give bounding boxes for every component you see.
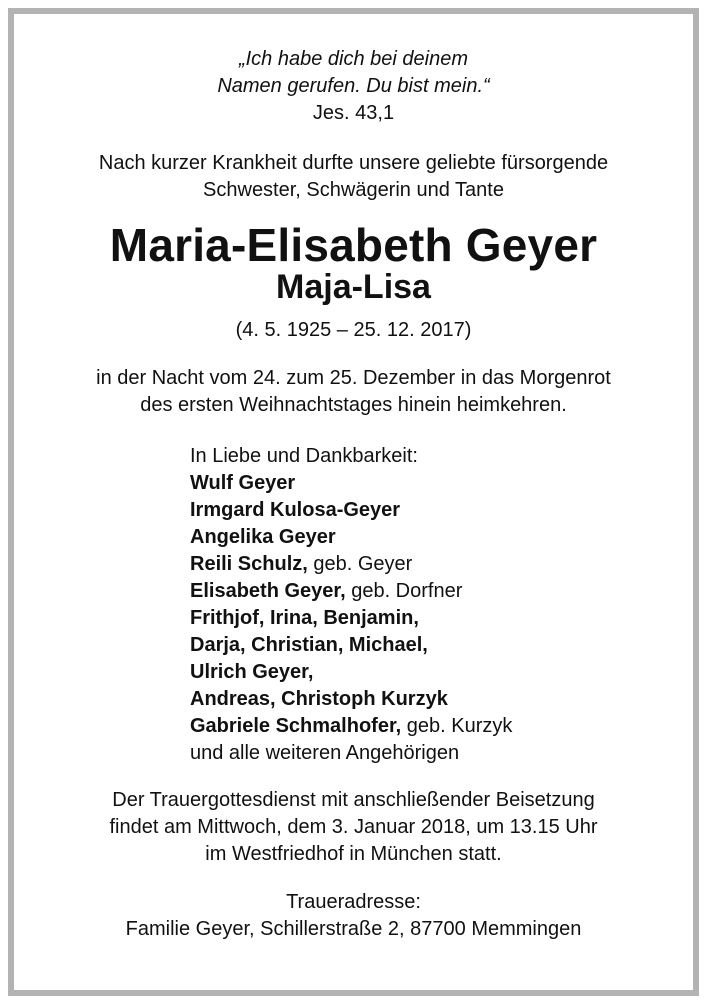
mourner-name: Wulf Geyer	[190, 472, 296, 494]
mourner-note: geb. Dorfner	[345, 580, 463, 602]
mourner-name: Elisabeth Geyer,	[190, 580, 346, 602]
service-info	[14, 787, 693, 868]
service-line-3: im Westfriedhof in München statt.	[205, 843, 502, 865]
intro-line-1: Nach kurzer Krankheit durfte unsere geliebte fürsorgende	[98, 152, 609, 174]
mourner-note: geb. Geyer	[307, 553, 413, 575]
mourner-entry	[190, 524, 693, 551]
mourner-entry	[190, 470, 693, 497]
mourner-note: geb. Kurzyk	[401, 715, 513, 737]
obituary-notice	[14, 14, 693, 943]
mourner-entry	[190, 497, 693, 524]
mourner-name: Darja, Christian, Michael,	[190, 634, 428, 656]
bible-quote	[14, 46, 693, 127]
mourner-entry	[190, 551, 693, 578]
mourner-entry	[190, 713, 693, 740]
deceased-name: Maria-Elisabeth Geyer	[109, 219, 598, 271]
intro-text	[14, 150, 693, 204]
mourners-list	[14, 443, 693, 767]
mourner-entry	[190, 605, 693, 632]
mourning-address	[14, 889, 693, 943]
mourners-heading: In Liebe und Dankbarkeit:	[190, 445, 418, 467]
service-line-1: Der Trauergottesdienst mit anschließender Beisetzung	[112, 789, 595, 811]
mourners-footer: und alle weiteren Angehörigen	[190, 742, 460, 764]
address-label: Traueradresse:	[286, 891, 421, 913]
service-line-2: findet am Mittwoch, dem 3. Januar 2018, um 13.15 Uhr	[109, 816, 598, 838]
quote-line-2: Namen gerufen. Du bist mein.“	[217, 75, 490, 97]
mourner-name: Angelika Geyer	[190, 526, 336, 548]
quote-reference: Jes. 43,1	[312, 102, 395, 124]
mourner-name: Gabriele Schmalhofer,	[190, 715, 402, 737]
life-dates: (4. 5. 1925 – 25. 12. 2017)	[235, 319, 472, 341]
mourner-entry	[190, 632, 693, 659]
mourner-entry	[190, 578, 693, 605]
quote-line-1: „Ich habe dich bei deinem	[238, 48, 469, 70]
mourner-name: Irmgard Kulosa-Geyer	[190, 499, 401, 521]
passing-line-2: des ersten Weihnachtstages hinein heimkehren.	[140, 394, 567, 416]
address-value: Familie Geyer, Schillerstraße 2, 87700 Memmingen	[125, 918, 582, 940]
mourner-entry	[190, 659, 693, 686]
mourner-name: Ulrich Geyer,	[190, 661, 314, 683]
mourner-name: Andreas, Christoph Kurzyk	[190, 688, 448, 710]
mourner-name: Reili Schulz,	[190, 553, 308, 575]
passing-text	[14, 365, 693, 419]
mourner-entry	[190, 686, 693, 713]
passing-line-1: in der Nacht vom 24. zum 25. Dezember in das Morgenrot	[96, 367, 611, 389]
mourner-name: Frithjof, Irina, Benjamin,	[190, 607, 419, 629]
deceased-nickname: Maja-Lisa	[276, 268, 431, 306]
intro-line-2: Schwester, Schwägerin und Tante	[203, 179, 504, 201]
